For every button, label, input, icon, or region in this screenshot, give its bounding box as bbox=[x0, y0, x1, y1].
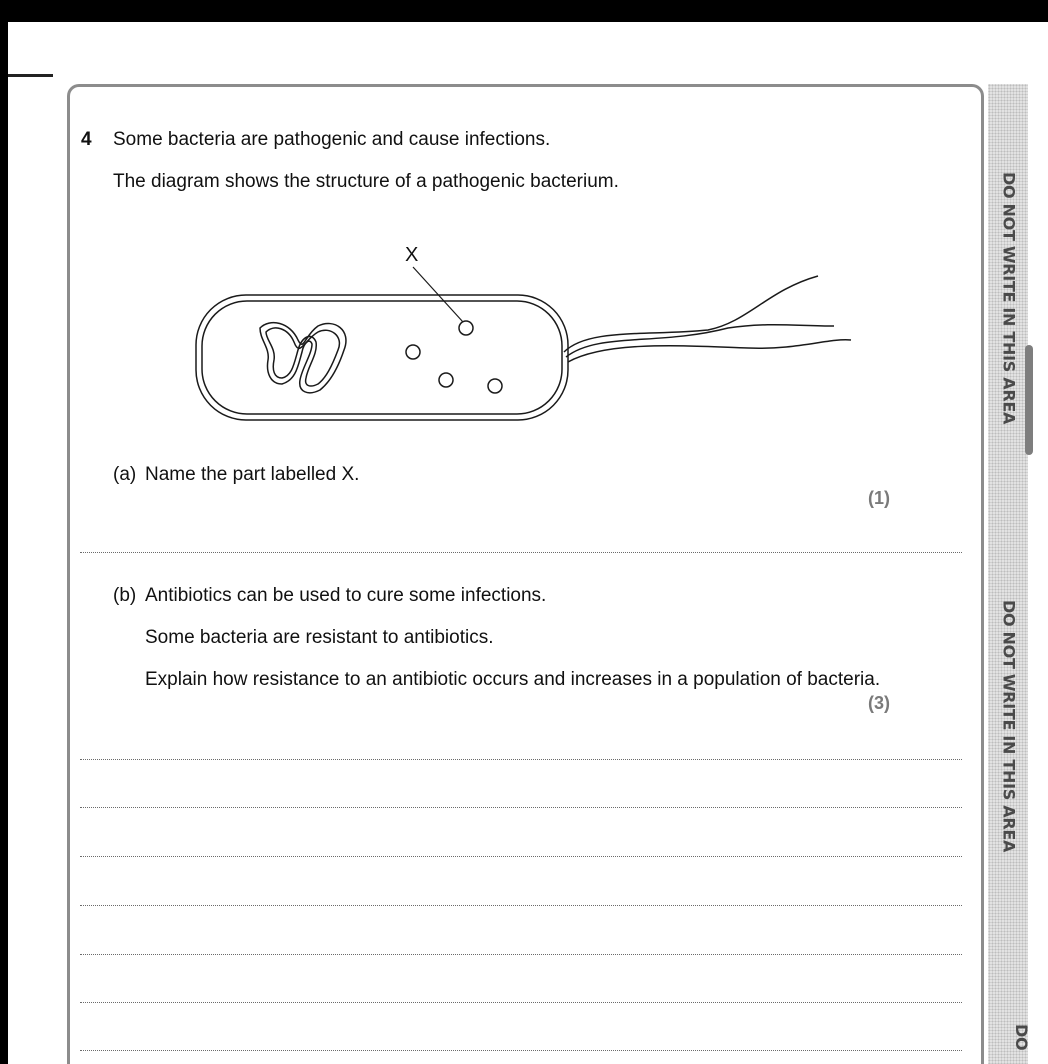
part-b-text-2: Some bacteria are resistant to antibiotics. bbox=[145, 627, 494, 648]
diagram-label-x: X bbox=[405, 244, 419, 266]
flagellum-3 bbox=[568, 340, 851, 362]
question-number: 4 bbox=[81, 129, 92, 150]
answer-line-b1[interactable] bbox=[80, 759, 962, 760]
cell-wall-outline bbox=[196, 295, 568, 420]
part-b-text-1: Antibiotics can be used to cure some infections. bbox=[145, 585, 547, 606]
plasmid-2 bbox=[439, 373, 453, 387]
part-a-marks: (1) bbox=[868, 488, 890, 508]
scrollbar-thumb[interactable] bbox=[1025, 345, 1033, 455]
answer-line-b7[interactable] bbox=[80, 1050, 962, 1051]
part-b-marks: (3) bbox=[868, 693, 890, 713]
answer-line-b6[interactable] bbox=[80, 1002, 962, 1003]
chromosome-dna-inner bbox=[266, 328, 339, 386]
margin-warning-1: DO NOT WRITE IN THIS AREA bbox=[999, 172, 1019, 425]
part-a-text: Name the part labelled X. bbox=[145, 464, 360, 485]
diagram-caption: The diagram shows the structure of a pathogenic bacterium. bbox=[113, 171, 619, 192]
margin-warning-3: DO bbox=[1012, 1024, 1031, 1051]
part-a-letter: (a) bbox=[113, 464, 137, 485]
plasmid-x bbox=[459, 321, 473, 335]
plasmid-3 bbox=[488, 379, 502, 393]
answer-line-b3[interactable] bbox=[80, 856, 962, 857]
answer-line-a[interactable] bbox=[80, 552, 962, 553]
exam-page bbox=[8, 22, 1048, 1064]
part-b-letter: (b) bbox=[113, 585, 137, 606]
bacterium-diagram bbox=[8, 22, 1048, 462]
plasmid-1 bbox=[406, 345, 420, 359]
flagellum-1 bbox=[564, 276, 818, 352]
part-b-text-3: Explain how resistance to an antibiotic occurs and increases in a population of bacteria. bbox=[145, 669, 881, 690]
margin-warning-2: DO NOT WRITE IN THIS AREA bbox=[999, 600, 1019, 853]
cell-membrane-outline bbox=[202, 301, 562, 414]
answer-line-b4[interactable] bbox=[80, 905, 962, 906]
question-intro: Some bacteria are pathogenic and cause infections. bbox=[113, 129, 551, 150]
answer-line-b2[interactable] bbox=[80, 807, 962, 808]
answer-line-b5[interactable] bbox=[80, 954, 962, 955]
flagellum-2 bbox=[566, 325, 834, 357]
